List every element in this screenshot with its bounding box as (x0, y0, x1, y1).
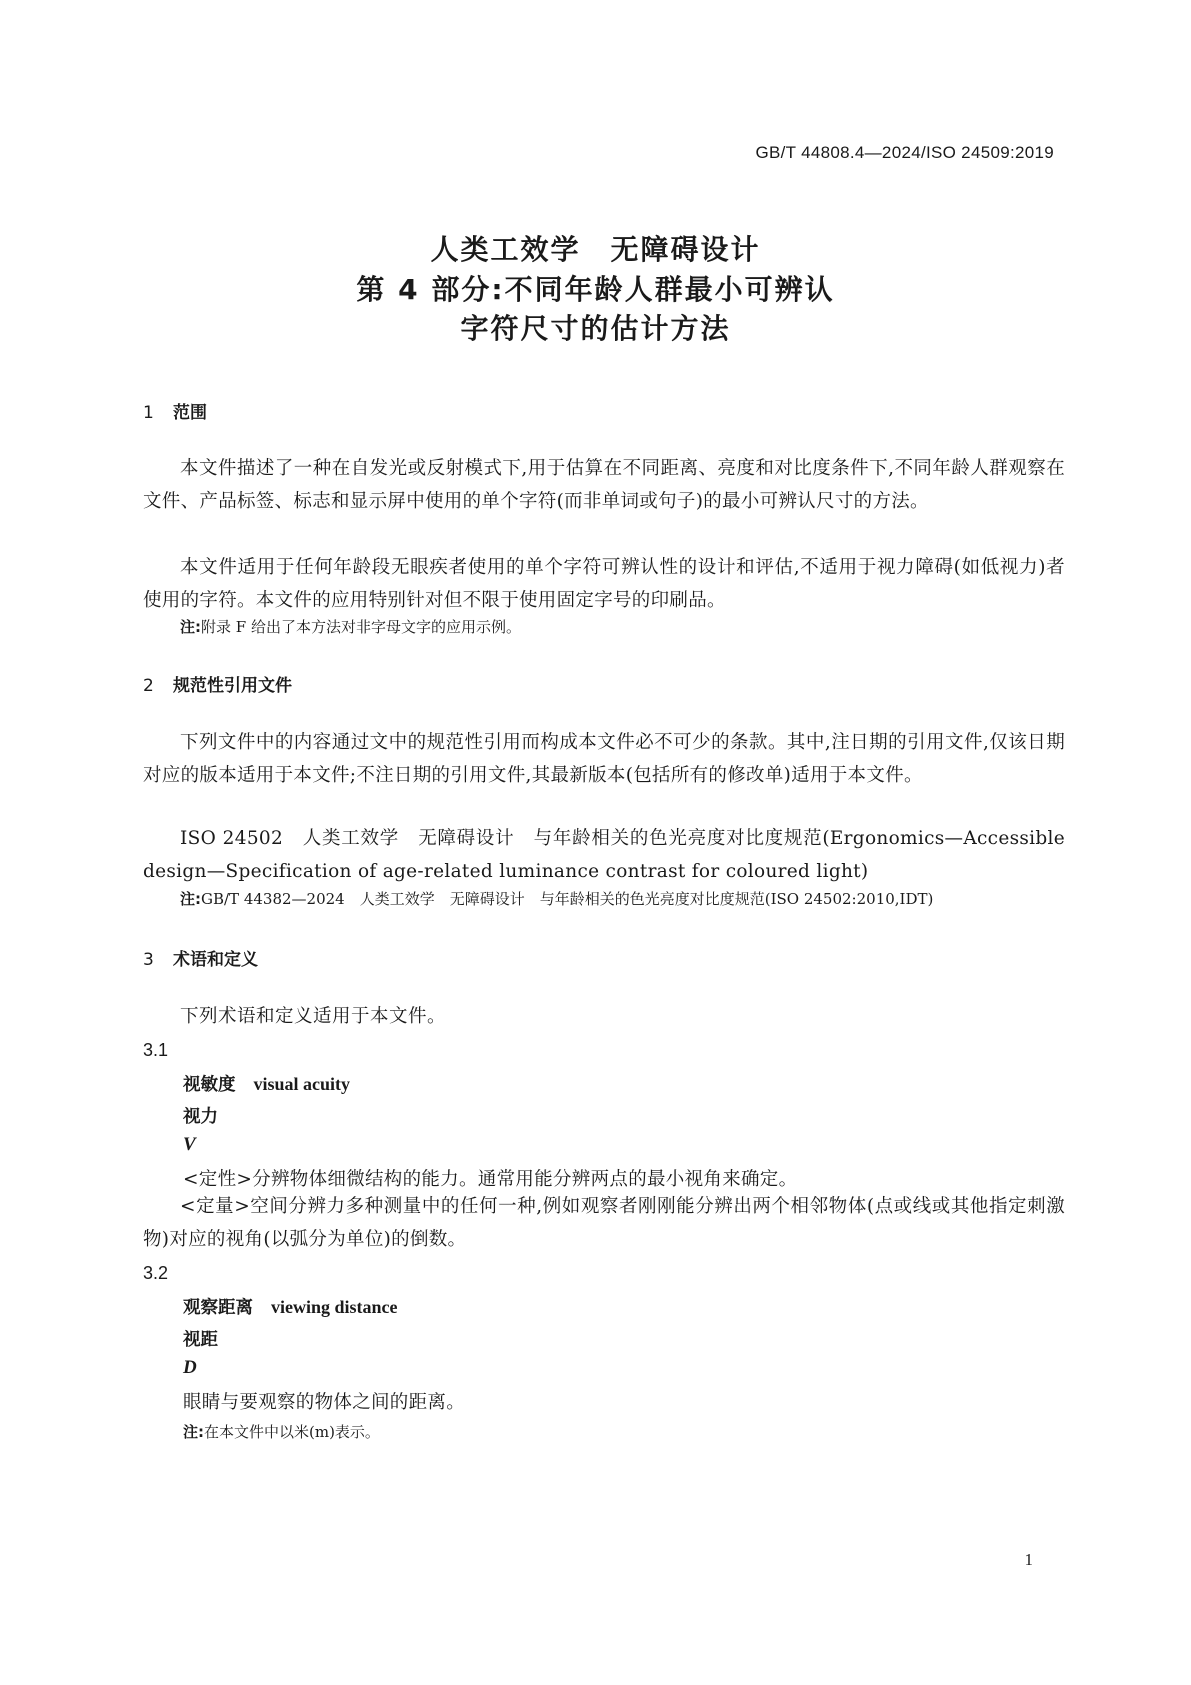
term-definition-1: 眼睛与要观察的物体之间的距离。 (183, 1392, 466, 1413)
term-note (183, 1421, 380, 1442)
term-preferred (183, 1294, 398, 1319)
term-definition-1: <定性>分辨物体细微结构的能力。通常用能分辨两点的最小视角来确定。 (183, 1169, 798, 1190)
term-en: viewing distance (271, 1297, 398, 1317)
note-label: 注: (180, 618, 201, 636)
section-1-note (180, 616, 521, 637)
term-symbol: V (183, 1134, 196, 1155)
section-1-heading (143, 398, 207, 423)
note-text: 附录 F 给出了本方法对非字母文字的应用示例。 (201, 618, 521, 636)
term-preferred (183, 1071, 350, 1096)
term-admitted: 视距 (183, 1330, 218, 1350)
section-3-heading (143, 945, 258, 970)
term-admitted: 视力 (183, 1107, 218, 1127)
standard-number: GB/T 44808.4—2024/ISO 24509:2019 (755, 143, 1054, 162)
title-line-2: 第 4 部分:不同年龄人群最小可辨认 (356, 273, 835, 306)
section-1-paragraph-2: 本文件适用于任何年龄段无眼疾者使用的单个字符可辨认性的设计和评估,不适用于视力障碍(如低视力)者使用的字符。本文件的应用特别针对但不限于使用固定字号的印刷品。 (143, 557, 1065, 611)
section-2-title: 规范性引用文件 (173, 676, 292, 696)
normative-reference: ISO 24502 人类工效学 无障碍设计 与年龄相关的色光亮度对比度规范(Ergonomics—Accessible design—Specification of age-related luminance contrast for coloured light) (143, 828, 1065, 882)
section-3-number: 3 (143, 950, 154, 970)
term-number: 3.2 (143, 1263, 169, 1283)
section-2-number: 2 (143, 676, 154, 696)
term-symbol: D (183, 1357, 197, 1378)
term-number: 3.1 (143, 1040, 169, 1060)
term-zh: 视敏度 (183, 1075, 236, 1095)
title-line-1: 人类工效学 无障碍设计 (430, 233, 761, 266)
section-3-title: 术语和定义 (173, 950, 258, 970)
note-text: GB/T 44382—2024 人类工效学 无障碍设计 与年龄相关的色光亮度对比度规范(ISO 24502:2010,IDT) (201, 890, 934, 908)
section-2-paragraph-1: 下列文件中的内容通过文中的规范性引用而构成本文件必不可少的条款。其中,注日期的引用文件,仅该日期对应的版本适用于本文件;不注日期的引用文件,其最新版本(包括所有的修改单)适用于本文件。 (143, 732, 1065, 786)
section-3-intro: 下列术语和定义适用于本文件。 (180, 1006, 447, 1027)
section-1-number: 1 (143, 403, 154, 423)
note-label: 注: (180, 890, 201, 908)
note-label: 注: (183, 1423, 204, 1441)
term-definition-2: <定量>空间分辨力多种测量中的任何一种,例如观察者刚刚能分辨出两个相邻物体(点或线或其他指定刺激物)对应的视角(以弧分为单位)的倒数。 (143, 1196, 1065, 1250)
note-text: 在本文件中以米(m)表示。 (204, 1423, 380, 1441)
section-1-title: 范围 (173, 403, 207, 423)
section-2-note (180, 888, 933, 909)
page-number: 1 (1024, 1550, 1033, 1569)
section-1-paragraph-1: 本文件描述了一种在自发光或反射模式下,用于估算在不同距离、亮度和对比度条件下,不同年龄人群观察在文件、产品标签、标志和显示屏中使用的单个字符(而非单词或句子)的最小可辨认尺寸的方法。 (143, 458, 1065, 512)
term-zh: 观察距离 (183, 1298, 253, 1318)
term-en: visual acuity (253, 1074, 351, 1094)
title-line-3: 字符尺寸的估计方法 (460, 312, 731, 345)
section-2-heading (143, 671, 292, 696)
